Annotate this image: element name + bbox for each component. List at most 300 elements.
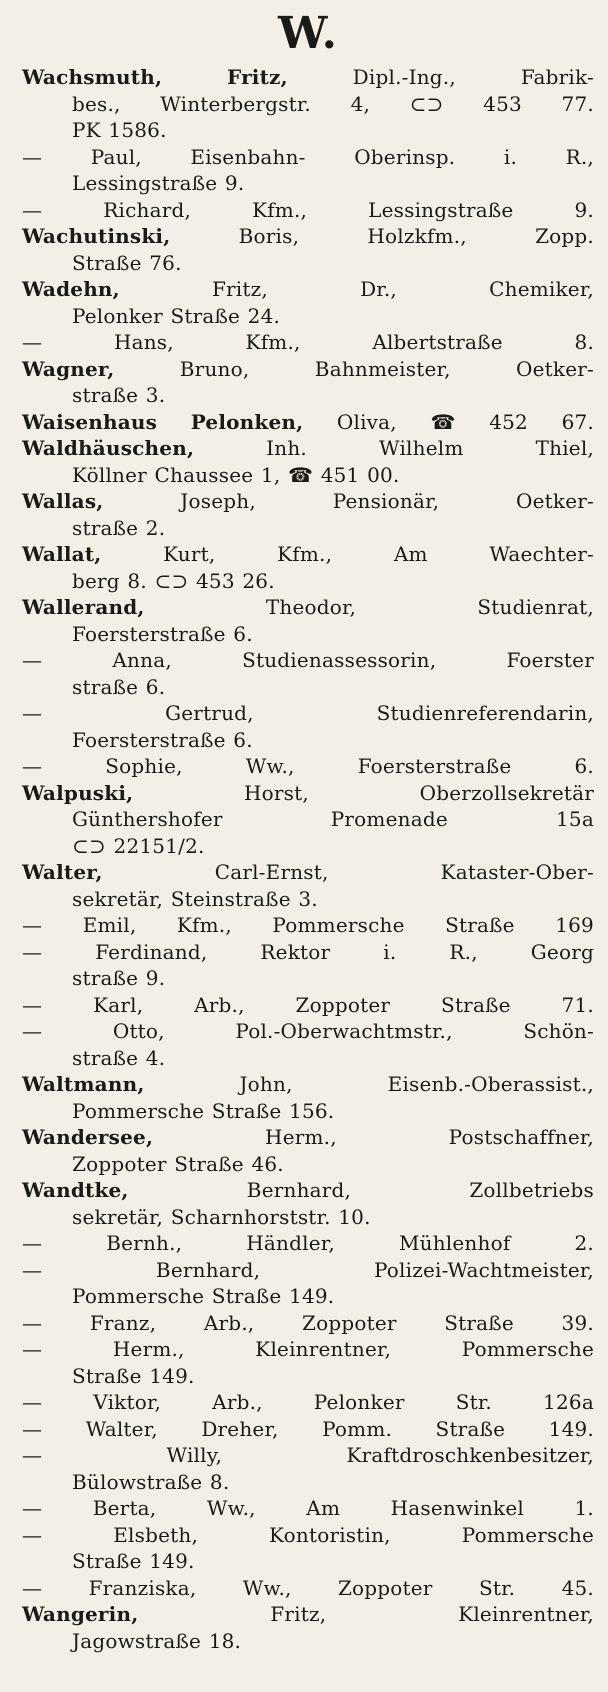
directory-entry <box>22 647 594 700</box>
entry-first-line <box>22 1336 594 1363</box>
entry-word: 149. <box>289 1284 335 1308</box>
entry-first-line <box>22 647 594 674</box>
entry-word: 149. <box>149 1363 195 1388</box>
entry-word: Foersterstraße <box>357 754 512 778</box>
directory-entry <box>22 197 594 224</box>
entry-surname: Walter, <box>22 860 103 884</box>
entry-word: Boris, <box>238 224 300 248</box>
entry-word: Jagowstraße <box>72 1628 202 1653</box>
entry-first-line <box>22 1124 594 1151</box>
entry-word: straße <box>72 966 139 990</box>
entry-continuation-line <box>22 1363 594 1390</box>
entry-first-line <box>22 356 594 383</box>
entry-word: Ww., <box>245 754 295 778</box>
entry-word: ⊂⊃ <box>409 91 444 116</box>
entry-first-line <box>22 1257 594 1284</box>
directory-entry <box>22 1336 594 1389</box>
entry-word: 8. <box>209 1469 230 1494</box>
entry-word: Paul, <box>90 144 142 169</box>
entry-word: — <box>22 1390 43 1414</box>
entry-word: 1, <box>260 462 281 487</box>
entry-word: 2. <box>574 1231 594 1255</box>
entry-word: 149. <box>548 1416 594 1441</box>
entry-word: Straße <box>72 1549 142 1573</box>
entry-word: ⊂⊃ <box>72 833 106 858</box>
directory-entry <box>22 1601 594 1654</box>
entry-word: Horst, <box>244 780 309 805</box>
entry-word: Pommersche <box>461 1337 594 1361</box>
entry-word: Inh. <box>266 436 307 460</box>
entry-word: 8. <box>574 330 594 354</box>
entry-word: Willy, <box>166 1443 223 1467</box>
entry-word: Arb., <box>203 1310 255 1335</box>
directory-entry <box>22 1522 594 1575</box>
entry-word: Bruno, <box>179 356 250 381</box>
entry-word: — <box>22 754 43 778</box>
entry-word: Am <box>393 542 428 566</box>
entry-word: Am <box>306 1496 341 1520</box>
entry-word: Zoppoter <box>72 1151 167 1176</box>
entry-continuation-line <box>22 1045 594 1072</box>
entry-word: — <box>22 1019 43 1043</box>
directory-entry <box>22 356 594 409</box>
entry-word: 4. <box>145 1045 166 1070</box>
directory-entry <box>22 1177 594 1230</box>
entry-word: 39. <box>561 1310 594 1335</box>
entry-word: 24. <box>247 303 281 328</box>
entry-continuation-line <box>22 250 594 277</box>
entry-word: Fritz, <box>211 277 268 301</box>
entry-surname: Wangerin, <box>22 1602 139 1626</box>
directory-entry <box>22 1018 594 1071</box>
entry-first-line <box>22 939 594 966</box>
entry-surname: Wandtke, <box>22 1178 129 1202</box>
entry-continuation-line <box>22 1098 594 1125</box>
entry-word: Herm., <box>265 1125 337 1149</box>
entry-first-line <box>22 992 594 1019</box>
entry-word: Kfm., <box>176 913 232 937</box>
entry-word: Fritz, <box>270 1602 327 1626</box>
entry-word: 3. <box>145 383 166 407</box>
entry-word: straße <box>72 383 139 407</box>
entry-word: Kfm., <box>245 330 301 354</box>
entry-first-line <box>22 1575 594 1602</box>
entry-first-line <box>22 1230 594 1257</box>
entry-word: — <box>22 1575 43 1600</box>
entry-word: 6. <box>233 621 253 646</box>
entry-word: Zoppoter <box>337 1575 433 1600</box>
entry-continuation-line <box>22 91 594 118</box>
entry-word: Gertrud, <box>165 701 254 725</box>
entry-first-line <box>22 1018 594 1045</box>
entry-word: Günthershofer <box>72 807 223 831</box>
entry-continuation-line <box>22 170 594 197</box>
directory-entry <box>22 144 594 197</box>
entry-word: — <box>22 1257 43 1282</box>
entry-continuation-line <box>22 886 594 913</box>
entry-word: Chemiker, <box>489 277 594 301</box>
entry-word: 45. <box>561 1575 594 1600</box>
entry-surname: Wagner, <box>22 356 115 381</box>
entry-word: — <box>22 1443 43 1467</box>
entry-word: Anna, <box>112 648 172 672</box>
entry-word: Mühlenhof <box>398 1231 511 1255</box>
entry-word: Foerster <box>506 648 594 672</box>
entry-word: sekretär, <box>72 1204 164 1229</box>
entry-word: ☎ <box>287 462 314 487</box>
entry-word: Studienrat, <box>477 595 594 619</box>
entry-word: Bernhard, <box>246 1178 352 1202</box>
entry-first-line <box>22 541 594 568</box>
entry-first-line <box>22 329 594 356</box>
directory-entry <box>22 1257 594 1310</box>
entry-surname: Waltmann, <box>22 1072 145 1096</box>
entry-continuation-line <box>22 1151 594 1178</box>
entry-word: Kraftdroschkenbesitzer, <box>346 1443 594 1467</box>
entry-word: Straße <box>211 1098 282 1123</box>
entry-word: 156. <box>289 1098 335 1123</box>
entry-first-line <box>22 594 594 621</box>
entry-word: — <box>22 1522 43 1547</box>
entry-word: — <box>22 330 43 354</box>
entry-word: Sophie, <box>105 754 183 778</box>
entry-word: Walter, <box>85 1416 158 1441</box>
entry-surname: Wallat, <box>22 542 102 566</box>
entry-word: R., <box>449 939 478 964</box>
entry-word: Zopp. <box>535 224 594 248</box>
entry-word: Oberinsp. <box>354 144 456 169</box>
directory-entry <box>22 488 594 541</box>
entry-word: — <box>22 144 43 169</box>
directory-entry <box>22 992 594 1019</box>
entry-word: Ww., <box>206 1496 256 1520</box>
entry-word: Zoppoter <box>295 992 391 1017</box>
entry-surname: Fritz, <box>227 65 288 89</box>
entry-word: — <box>22 992 43 1017</box>
entry-word: Bahnmeister, <box>314 356 451 381</box>
entry-word: 10. <box>338 1204 371 1229</box>
entry-word: 3. <box>298 886 318 911</box>
entry-word: Oetker- <box>516 356 594 381</box>
entry-continuation-line <box>22 117 594 144</box>
entry-word: Straße <box>72 1363 142 1388</box>
entry-word: 77. <box>561 91 594 116</box>
entry-word: 9. <box>224 171 245 195</box>
entry-word: i. <box>383 939 397 964</box>
entry-word: Berta, <box>92 1496 157 1520</box>
entry-word: 169 <box>555 913 594 937</box>
entry-word: bes., <box>72 91 121 116</box>
entry-first-line <box>22 1495 594 1522</box>
entry-word: Wilhelm <box>379 436 464 460</box>
entry-first-line <box>22 753 594 780</box>
entry-surname: Pelonken, <box>190 409 304 434</box>
entry-word: Straße <box>174 1151 244 1176</box>
directory-entry <box>22 409 594 436</box>
entry-first-line <box>22 1071 594 1098</box>
directory-entry <box>22 223 594 276</box>
entry-word: ☎ <box>430 409 456 434</box>
entry-word: PK <box>72 118 101 142</box>
entry-word: Kataster-Ober- <box>440 860 594 884</box>
entry-first-line <box>22 1177 594 1204</box>
entry-continuation-line <box>22 1283 594 1310</box>
entry-word: Arb., <box>194 992 245 1017</box>
entry-word: Lessingstraße <box>72 171 218 195</box>
directory-entry <box>22 64 594 144</box>
entry-word: 22151/2. <box>113 833 205 858</box>
directory-entry <box>22 1389 594 1416</box>
entry-word: — <box>22 1416 43 1441</box>
entry-word: Zoppoter <box>302 1310 397 1335</box>
entry-continuation-line <box>22 1628 594 1655</box>
entry-word: 126a <box>543 1390 594 1414</box>
directory-entry <box>22 541 594 594</box>
entry-word: 6. <box>574 754 594 778</box>
entry-word: Kleinrentner, <box>458 1602 594 1626</box>
entry-word: Pomm. <box>322 1416 393 1441</box>
entry-word: Str. <box>455 1390 492 1414</box>
entry-word: Theodor, <box>265 595 357 619</box>
entry-surname: Wachutinski, <box>22 224 171 248</box>
entry-word: Hasenwinkel <box>390 1496 524 1520</box>
entry-word: 8. <box>127 568 147 593</box>
entry-word: Pelonker <box>72 303 163 328</box>
entry-first-line <box>22 859 594 886</box>
entry-surname: Wallerand, <box>22 595 145 619</box>
entry-continuation-line <box>22 303 594 330</box>
entry-word: Zollbetriebs <box>469 1178 594 1202</box>
entry-word: Emil, <box>82 913 137 937</box>
entry-word: Straße <box>441 992 511 1017</box>
entry-word: Bernh., <box>106 1231 183 1255</box>
directory-entry <box>22 435 594 488</box>
entry-word: — <box>22 701 43 725</box>
entry-word: Dreher, <box>201 1416 279 1441</box>
entry-word: Straße <box>445 913 515 937</box>
entry-continuation-line <box>22 515 594 542</box>
directory-entry <box>22 753 594 780</box>
entry-word: 1. <box>574 1496 594 1520</box>
entry-first-line <box>22 409 594 436</box>
entry-surname: Wadehn, <box>22 277 120 301</box>
entry-word: Scharnhorststr. <box>170 1204 331 1229</box>
entry-word: Lessingstraße <box>368 197 514 222</box>
entry-word: Postschaffner, <box>448 1125 594 1149</box>
entry-word: Straße <box>170 303 241 328</box>
directory-entry <box>22 1575 594 1602</box>
entry-word: berg <box>72 568 120 593</box>
entry-word: Pol.-Oberwachtmstr., <box>235 1019 453 1043</box>
entry-word: Carl-Ernst, <box>214 860 329 884</box>
directory-entry <box>22 912 594 939</box>
entry-word: straße <box>72 515 139 540</box>
entry-first-line <box>22 1310 594 1337</box>
entry-word: — <box>22 1496 43 1520</box>
entry-word: Georg <box>530 939 594 964</box>
directory-entry-list <box>22 64 594 1654</box>
entry-word: 9. <box>145 966 166 990</box>
directory-entry <box>22 276 594 329</box>
directory-entry <box>22 859 594 912</box>
entry-continuation-line <box>22 1548 594 1575</box>
entry-first-line <box>22 1522 594 1549</box>
entry-word: 452 <box>489 409 528 434</box>
entry-word: Pommersche <box>72 1098 205 1123</box>
entry-continuation-line <box>22 462 594 489</box>
entry-word: — <box>22 913 43 937</box>
entry-word: Rektor <box>260 939 331 964</box>
entry-word: Kurt, <box>163 542 216 566</box>
entry-word: Richard, <box>103 197 192 222</box>
entry-word: 451 <box>320 462 360 487</box>
entry-word: Steinstraße <box>170 886 291 911</box>
directory-entry <box>22 1416 594 1443</box>
entry-word: 453 <box>483 91 522 116</box>
directory-entry <box>22 780 594 860</box>
directory-entry <box>22 1071 594 1124</box>
directory-entry <box>22 1442 594 1495</box>
entry-word: Albertstraße <box>372 330 503 354</box>
entry-word: Pommersche <box>72 1284 205 1308</box>
entry-word: Foersterstraße <box>72 727 226 752</box>
entry-word: — <box>22 1231 43 1255</box>
entry-word: Studienassessorin, <box>242 648 437 672</box>
entry-first-line <box>22 700 594 727</box>
entry-first-line <box>22 1442 594 1469</box>
entry-word: 1586. <box>108 118 167 142</box>
entry-word: Chaussee <box>154 462 254 487</box>
entry-word: 00. <box>367 462 400 487</box>
entry-word: Ww., <box>242 1575 292 1600</box>
section-letter-heading: W. <box>278 8 338 59</box>
entry-continuation-line <box>22 568 594 595</box>
entry-word: 15a <box>556 807 594 831</box>
entry-word: Bülowstraße <box>72 1469 203 1494</box>
entry-word: i. <box>503 144 518 169</box>
entry-word: Pommersche <box>461 1522 594 1547</box>
entry-surname: Wallas, <box>22 489 104 513</box>
entry-first-line <box>22 488 594 515</box>
entry-first-line <box>22 912 594 939</box>
entry-first-line <box>22 1601 594 1628</box>
entry-word: 2. <box>145 515 166 540</box>
entry-word: Oetker- <box>516 489 594 513</box>
entry-word: — <box>22 1310 43 1335</box>
entry-word: Foersterstraße <box>72 621 226 646</box>
entry-word: Polizei-Wachtmeister, <box>373 1257 594 1282</box>
entry-first-line <box>22 435 594 462</box>
entry-first-line <box>22 64 594 91</box>
entry-word: 149. <box>149 1549 195 1573</box>
entry-word: Straße <box>435 1416 506 1441</box>
entry-word: straße <box>72 1045 139 1070</box>
directory-entry <box>22 1495 594 1522</box>
directory-entry <box>22 939 594 992</box>
directory-entry <box>22 1230 594 1257</box>
entry-word: Straße <box>211 1284 282 1308</box>
entry-word: straße <box>72 674 139 699</box>
entry-word: 76. <box>149 250 182 275</box>
entry-continuation-line <box>22 833 594 860</box>
entry-word: Otto, <box>112 1019 165 1043</box>
entry-word: Thiel, <box>535 436 594 460</box>
directory-entry <box>22 1310 594 1337</box>
entry-word: Arb., <box>212 1390 263 1414</box>
entry-word: Straße <box>72 250 142 275</box>
directory-entry <box>22 1124 594 1177</box>
entry-word: ⊂⊃ <box>154 568 189 593</box>
entry-word: Dr., <box>360 277 397 301</box>
entry-word: Dipl.-Ing., <box>352 65 456 89</box>
entry-word: Straße <box>444 1310 514 1335</box>
entry-continuation-line <box>22 382 594 409</box>
entry-word: — <box>22 648 43 672</box>
entry-surname: Waldhäuschen, <box>22 436 195 460</box>
entry-word: John, <box>239 1072 293 1096</box>
entry-word: 18. <box>208 1628 242 1653</box>
entry-word: Hans, <box>113 330 174 354</box>
entry-word: Viktor, <box>93 1390 162 1414</box>
entry-word: Joseph, <box>180 489 256 513</box>
entry-word: Pensionär, <box>332 489 440 513</box>
entry-first-line <box>22 276 594 303</box>
entry-word: R., <box>565 144 594 169</box>
entry-word: Kfm., <box>277 542 333 566</box>
entry-continuation-line <box>22 621 594 648</box>
entry-word: Pommersche <box>272 913 405 937</box>
entry-word: 6. <box>233 727 253 752</box>
entry-word: Winterbergstr. <box>160 91 311 116</box>
entry-word: 453 <box>196 568 235 593</box>
entry-word: 67. <box>561 409 594 434</box>
entry-word: Franziska, <box>88 1575 197 1600</box>
directory-entry <box>22 329 594 356</box>
entry-word: Elsbeth, <box>113 1522 199 1547</box>
entry-word: 6. <box>145 674 166 699</box>
entry-first-line <box>22 1416 594 1443</box>
entry-word: Oberzollsekretär <box>419 780 594 805</box>
entry-word: Franz, <box>89 1310 157 1335</box>
entry-surname: Waisenhaus <box>22 409 158 434</box>
entry-word: — <box>22 1337 43 1361</box>
directory-entry <box>22 594 594 647</box>
entry-word: 46. <box>251 1151 284 1176</box>
entry-word: Karl, <box>93 992 144 1017</box>
entry-first-line <box>22 780 594 807</box>
entry-word: Händler, <box>246 1231 335 1255</box>
entry-word: Kfm., <box>252 197 308 222</box>
directory-entry <box>22 700 594 753</box>
entry-first-line <box>22 1389 594 1416</box>
entry-surname: Wandersee, <box>22 1125 154 1149</box>
entry-word: — <box>22 939 43 964</box>
entry-word: Kontoristin, <box>269 1522 391 1547</box>
entry-word: Waechter- <box>489 542 594 566</box>
entry-word: Schön- <box>523 1019 594 1043</box>
entry-word: Pelonker <box>313 1390 405 1414</box>
entry-word: Köllner <box>72 462 147 487</box>
entry-word: Eisenb.-Oberassist., <box>387 1072 594 1096</box>
entry-word: sekretär, <box>72 886 164 911</box>
entry-word: 26. <box>242 568 275 593</box>
entry-word: Str. <box>478 1575 516 1600</box>
entry-word: Holzkfm., <box>367 224 467 248</box>
entry-continuation-line <box>22 727 594 754</box>
entry-word: — <box>22 197 43 222</box>
entry-continuation-line <box>22 806 594 833</box>
entry-word: Studienreferendarin, <box>376 701 594 725</box>
